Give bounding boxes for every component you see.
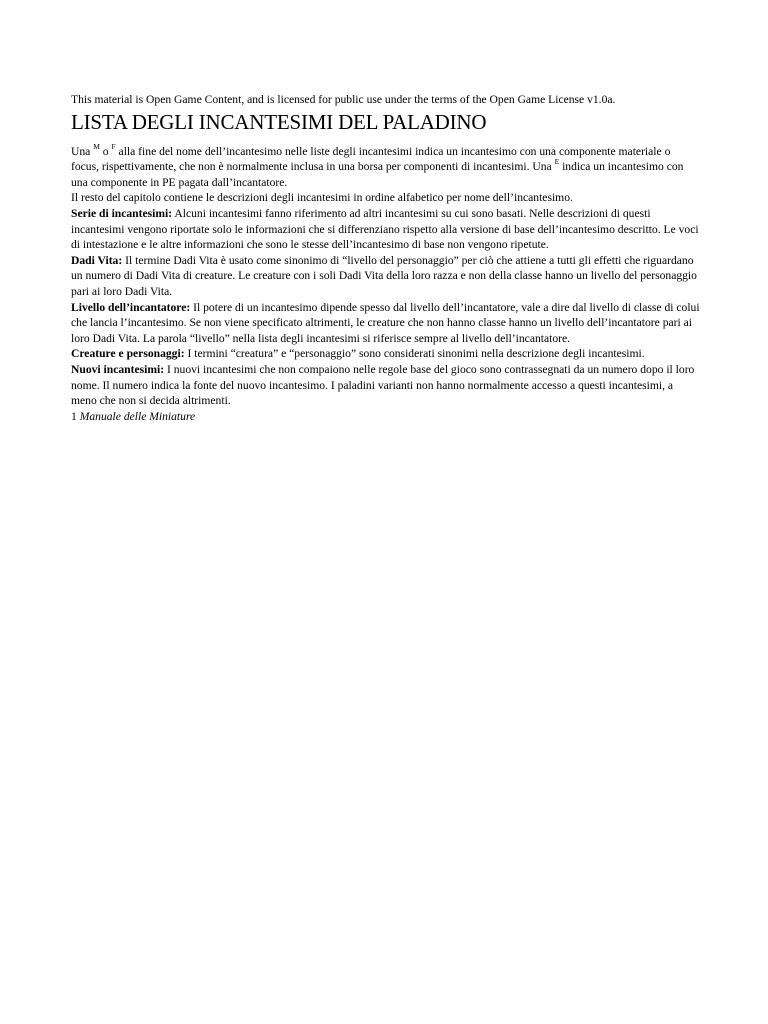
section-term: Creature e personaggi: [71, 347, 185, 361]
intro-paragraph [71, 141, 701, 191]
intro-text-4: indica un incantesimo con una componente in PE pagata dall’incantatore. [71, 160, 684, 189]
section-text: Il potere di un incantesimo dipende spesso dal livello dell’incantatore, vale a dire dal livello di classe di colui che lancia l’incantesimo. Se non viene specificato altrimenti, le creature che non hanno classe hanno un livello dell’incantatore pari ai loro Dadi Vita. La parola “livello” nella lista degli incantesimi si riferisce sempre al livello dell’incantatore. [71, 300, 700, 345]
section-creatures-characters [71, 346, 701, 362]
intro-text-2: o [99, 144, 112, 158]
section-term: Serie di incantesimi: [71, 206, 173, 220]
intro-text-1: Una [71, 144, 94, 158]
section-spell-series [71, 206, 701, 253]
section-caster-level [71, 300, 701, 347]
page-title: LISTA DEGLI INCANTESIMI DEL PALADINO [71, 109, 487, 134]
chapter-note-paragraph: Il resto del capitolo contiene le descrizioni degli incantesimi in ordine alfabetico per nome dell’incantesimo. [71, 191, 573, 205]
document-body [71, 92, 701, 424]
xp-marker: E [554, 157, 560, 167]
section-text: I nuovi incantesimi che non compaiono nelle regole base del gioco sono contrassegnati da un numero dopo il loro nome. Il numero indica la fonte del nuovo incantesimo. I paladini varianti non hanno normalmente accesso a questi incantesimi, a meno che non si decida altrimenti. [71, 362, 695, 408]
section-text: Il termine Dadi Vita è usato come sinonimo di “livello del personaggio” per ciò che attiene a tutti gli effetti che riguardano un numero di Dadi Vita di creature. Le creature con i soli Dadi Vita della loro razza e non della classe hanno un livello del personaggio pari ai loro Dadi Vita. [71, 253, 697, 298]
section-term: Livello dell’incantatore: [71, 300, 191, 314]
source-number: 1 [71, 409, 77, 423]
section-term: Nuovi incantesimi: [71, 362, 165, 376]
intro-text-3: alla fine del nome dell’incantesimo nelle liste degli incantesimi indica un incantesimo con una componente materiale o focus, rispettivamente, che non è normalmente inclusa in una borsa per componenti di incantesimi. Una [71, 144, 671, 174]
section-term: Dadi Vita: [71, 253, 123, 267]
focus-marker: F [111, 141, 116, 151]
material-marker: M [93, 141, 100, 151]
source-footnote [71, 409, 701, 425]
section-hit-dice [71, 253, 701, 300]
license-notice: This material is Open Game Content, and is licensed for public use under the terms of the Open Game License v1.0a. [71, 93, 616, 106]
section-text: I termini “creatura” e “personaggio” sono considerati sinonimi nella descrizione degli incantesimi. [184, 347, 645, 361]
section-text: Alcuni incantesimi fanno riferimento ad altri incantesimi su cui sono basati. Nelle descrizioni di questi incantesimi vengono riportate solo le informazioni che si differenziano rispetto alla versione di base dell’incantesimo descritto. Le voci di intestazione e le altre informazioni che sono le stesse dell’incantesimo di base non vengono ripetute. [71, 206, 699, 252]
section-new-spells [71, 362, 701, 409]
source-title: Manuale delle Miniature [79, 409, 196, 423]
